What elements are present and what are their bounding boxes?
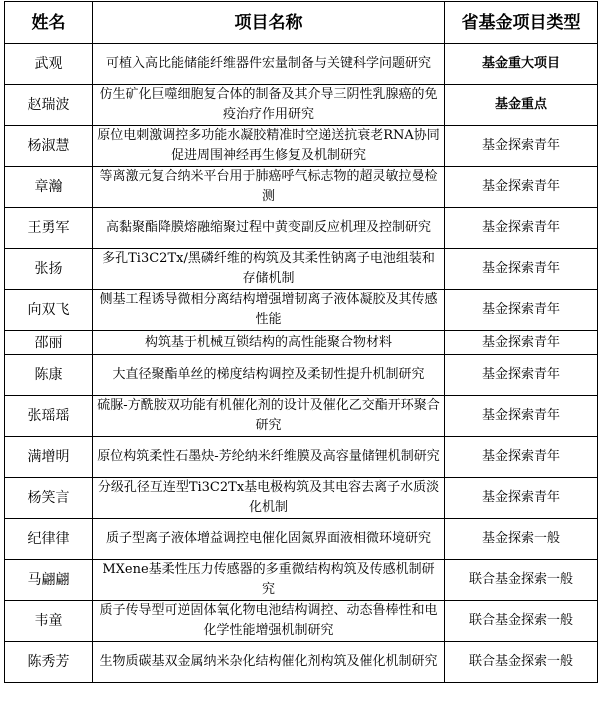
table-row	[5, 560, 598, 601]
cell-name: 韦童	[5, 601, 93, 642]
cell-project: 高黏聚酯降膜熔融缩聚过程中黄变副反应机理及控制研究	[93, 208, 445, 249]
table-row	[5, 396, 598, 437]
cell-project: 多孔Ti3C2Tx/黑磷纤维的构筑及其柔性钠离子电池组装和存储机制	[93, 249, 445, 290]
cell-type: 基金探索青年	[445, 478, 598, 519]
cell-type: 基金重点	[445, 85, 598, 126]
cell-type: 基金探索青年	[445, 249, 598, 290]
cell-project: 可植入高比能储能纤维器件宏量制备与关键科学问题研究	[93, 44, 445, 85]
cell-project: 仿生矿化巨噬细胞复合体的制备及其介导三阴性乳腺癌的免疫治疗作用研究	[93, 85, 445, 126]
cell-name: 陈康	[5, 355, 93, 396]
cell-name: 陈秀芳	[5, 642, 93, 683]
table-row	[5, 437, 598, 478]
cell-name: 章瀚	[5, 167, 93, 208]
table-row	[5, 642, 598, 683]
cell-name: 张瑶瑶	[5, 396, 93, 437]
cell-project: 构筑基于机械互锁结构的高性能聚合物材料	[93, 331, 445, 355]
cell-project: 质子型离子液体增益调控电催化固氮界面液相微环境研究	[93, 519, 445, 560]
table-row	[5, 208, 598, 249]
cell-type: 基金探索青年	[445, 126, 598, 167]
cell-project: 分级孔径互连型Ti3C2Tx基电极构筑及其电容去离子水质淡化机制	[93, 478, 445, 519]
cell-type: 基金重大项目	[445, 44, 598, 85]
cell-type: 联合基金探索一般	[445, 560, 598, 601]
cell-type: 基金探索青年	[445, 355, 598, 396]
cell-type: 基金探索青年	[445, 396, 598, 437]
cell-type: 基金探索青年	[445, 331, 598, 355]
cell-project: 等离激元复合纳米平台用于肺癌呼气标志物的超灵敏拉曼检测	[93, 167, 445, 208]
cell-project: 硫脲-方酰胺双功能有机催化剂的设计及催化乙交酯开环聚合研究	[93, 396, 445, 437]
table-row	[5, 331, 598, 355]
table-body	[5, 44, 598, 683]
header-project: 项目名称	[93, 2, 445, 44]
table-row	[5, 85, 598, 126]
cell-project: 原位构筑柔性石墨炔-芳纶纳米纤维膜及高容量储锂机制研究	[93, 437, 445, 478]
table-row	[5, 249, 598, 290]
project-table	[4, 1, 598, 683]
cell-type: 基金探索一般	[445, 519, 598, 560]
cell-type: 基金探索青年	[445, 290, 598, 331]
cell-project: 大直径聚酯单丝的梯度结构调控及柔韧性提升机制研究	[93, 355, 445, 396]
cell-name: 赵瑞波	[5, 85, 93, 126]
table-row	[5, 44, 598, 85]
cell-name: 王勇军	[5, 208, 93, 249]
cell-project: 侧基工程诱导微相分离结构增强增韧离子液体凝胶及其传感性能	[93, 290, 445, 331]
table-row	[5, 478, 598, 519]
table-row	[5, 355, 598, 396]
cell-type: 基金探索青年	[445, 208, 598, 249]
header-name: 姓名	[5, 2, 93, 44]
cell-name: 马翩翩	[5, 560, 93, 601]
cell-project: 质子传导型可逆固体氧化物电池结构调控、动态鲁棒性和电化学性能增强机制研究	[93, 601, 445, 642]
cell-type: 基金探索青年	[445, 167, 598, 208]
table-row	[5, 167, 598, 208]
cell-name: 纪律律	[5, 519, 93, 560]
cell-name: 杨笑言	[5, 478, 93, 519]
cell-project: MXene基柔性压力传感器的多重微结构构筑及传感机制研究	[93, 560, 445, 601]
cell-name: 杨淑慧	[5, 126, 93, 167]
table-row	[5, 601, 598, 642]
cell-type: 联合基金探索一般	[445, 642, 598, 683]
cell-name: 武观	[5, 44, 93, 85]
table-row	[5, 126, 598, 167]
table-row	[5, 290, 598, 331]
header-type: 省基金项目类型	[445, 2, 598, 44]
cell-project: 原位电刺激调控多功能水凝胶精准时空递送抗衰老RNA协同促进周围神经再生修复及机制研究	[93, 126, 445, 167]
table-row	[5, 519, 598, 560]
cell-name: 向双飞	[5, 290, 93, 331]
cell-type: 联合基金探索一般	[445, 601, 598, 642]
cell-type: 基金探索青年	[445, 437, 598, 478]
cell-name: 邵丽	[5, 331, 93, 355]
cell-name: 满增明	[5, 437, 93, 478]
cell-project: 生物质碳基双金属纳米杂化结构催化剂构筑及催化机制研究	[93, 642, 445, 683]
cell-name: 张扬	[5, 249, 93, 290]
table-header-row	[5, 2, 598, 44]
